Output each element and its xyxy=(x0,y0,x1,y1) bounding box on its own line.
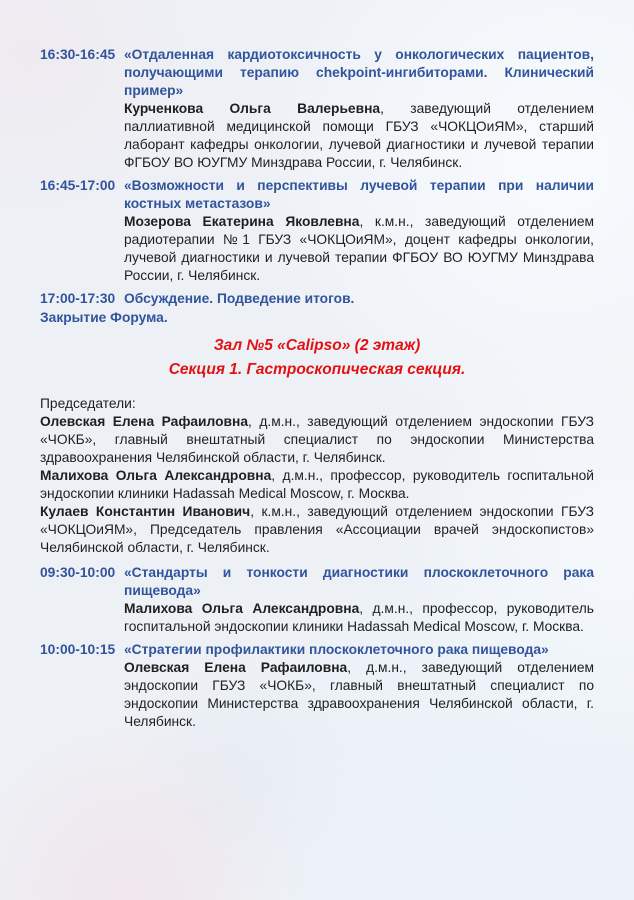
chairs-label: Председатели: xyxy=(40,396,136,411)
chair-name: Олевская Елена Рафаиловна xyxy=(40,414,249,429)
session-time: 09:30-10:00 xyxy=(40,565,116,580)
speaker-details: , к.м.н., заведующий отделением радиотерапии №1 ГБУЗ «ЧОКЦОиЯМ», доцент кафедры онкологии, лучевой диагностики и лучевой терапии ФГБОУ ВО ЮУГМУ Минздрава России, г. Челябинск. xyxy=(124,214,594,283)
speaker-paragraph xyxy=(124,100,594,172)
chair-paragraph xyxy=(40,503,594,557)
chair-details: , д.м.н., заведующий отделением эндоскопии ГБУЗ «ЧОКБ», главный внештатный специалист по эндоскопии Министерства здравоохранения Челябинской области, г. Челябинск. xyxy=(40,414,594,465)
speaker-paragraph xyxy=(124,600,594,636)
session-title: «Стратегии профилактики плоскоклеточного рака пищевода» xyxy=(124,642,549,657)
discussion-row xyxy=(40,290,594,308)
session-block-1000 xyxy=(40,641,594,731)
discussion-title: Обсуждение. Подведение итогов. xyxy=(124,291,355,306)
chair-name: Малихова Ольга Александровна xyxy=(40,468,272,483)
chair-paragraph xyxy=(40,413,594,467)
speaker-details: , д.м.н., профессор, руководитель госпитальной эндоскопии клиники Hadassah Medical Moscow, г. Москва. xyxy=(124,601,594,634)
hall-header: Зал №5 «Calipso» (2 этаж) xyxy=(213,337,421,354)
session-time: 16:45-17:00 xyxy=(40,178,116,193)
speaker-paragraph xyxy=(124,213,594,285)
speaker-name: Олевская Елена Рафаиловна xyxy=(124,660,348,675)
forum-closing-line: Закрытие Форума. xyxy=(40,310,168,325)
chair-details: , д.м.н., профессор, руководитель госпитальной эндоскопии клиники Hadassah Medical Moscow, г. Москва. xyxy=(40,468,594,501)
speaker-paragraph xyxy=(124,659,594,731)
session-time: 16:30-16:45 xyxy=(40,47,116,62)
chair-paragraph xyxy=(40,467,594,503)
session-title: «Возможности и перспективы лучевой терапии при наличии костных метастазов» xyxy=(124,178,594,211)
session-time: 17:00-17:30 xyxy=(40,291,116,306)
chair-name: Кулаев Константин Иванович xyxy=(40,504,251,519)
speaker-details: , заведующий отделением паллиативной медицинской помощи ГБУЗ «ЧОКЦОиЯМ», старший лаборант кафедры онкологии, лучевой диагностики и лучевой терапии ФГБОУ ВО ЮУГМУ Минздрава России, г. Челябинск. xyxy=(124,101,595,170)
session-body xyxy=(124,46,594,172)
session-body xyxy=(124,177,594,285)
session-block-1630 xyxy=(40,46,594,172)
session-title: «Отдаленная кардиотоксичность у онкологических пациентов, получающими терапию chekpoint-ингибиторами. Клинический пример» xyxy=(124,47,594,98)
session-block-0930 xyxy=(40,564,594,636)
session-body xyxy=(124,641,594,731)
speaker-name: Мозерова Екатерина Яковлевна xyxy=(124,214,360,229)
session-block-1645 xyxy=(40,177,594,285)
speaker-name: Курченкова Ольга Валерьевна xyxy=(124,101,381,116)
section-header: Секция 1. Гастроскопическая секция. xyxy=(168,361,466,378)
session-time: 10:00-10:15 xyxy=(40,642,116,657)
speaker-name: Малихова Ольга Александровна xyxy=(124,601,360,616)
session-title: «Стандарты и тонкости диагностики плоскоклеточного рака пищевода» xyxy=(124,565,594,598)
session-body xyxy=(124,564,594,636)
speaker-details: , д.м.н., заведующий отделением эндоскопии ГБУЗ «ЧОКБ», главный внештатный специалист по эндоскопии Министерства здравоохранения Челябинской области, г. Челябинск. xyxy=(124,660,595,729)
session-body xyxy=(124,290,594,308)
chair-details: , к.м.н., заведующий отделением эндоскопии ГБУЗ «ЧОКЦОиЯМ», Председатель правления «Ассоциации врачей эндоскопистов» Челябинской области, г. Челябинск. xyxy=(40,504,594,555)
